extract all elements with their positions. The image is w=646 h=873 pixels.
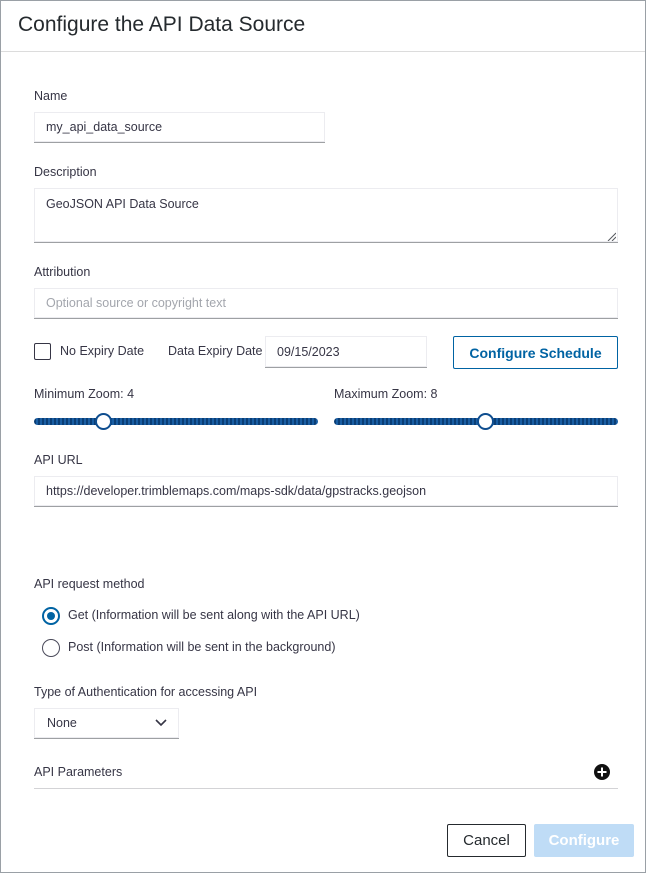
api-parameters-label: API Parameters <box>34 765 123 779</box>
attribution-input[interactable] <box>34 288 618 319</box>
chevron-down-icon <box>155 719 167 727</box>
authentication-type-label: Type of Authentication for accessing API <box>34 685 258 699</box>
radio-post-label[interactable]: Post (Information will be sent in the background) <box>68 640 336 654</box>
plus-circle-icon[interactable] <box>594 764 610 780</box>
configure-schedule-button[interactable]: Configure Schedule <box>453 336 618 369</box>
cancel-button[interactable]: Cancel <box>447 824 526 857</box>
dialog-header <box>1 1 645 52</box>
data-expiry-date-label: Data Expiry Date <box>168 344 263 358</box>
api-url-input[interactable] <box>34 476 618 507</box>
api-url-label: API URL <box>34 453 83 467</box>
description-label: Description <box>34 165 97 179</box>
authentication-type-value: None <box>47 716 77 730</box>
authentication-type-select[interactable] <box>34 708 179 739</box>
minimum-zoom-slider-track[interactable] <box>34 418 318 425</box>
name-label: Name <box>34 89 68 103</box>
data-expiry-date-input[interactable] <box>265 336 427 368</box>
minimum-zoom-label: Minimum Zoom: 4 <box>34 387 135 401</box>
attribution-label: Attribution <box>34 265 91 279</box>
resize-grip-icon[interactable] <box>607 232 616 241</box>
configure-button[interactable]: Configure <box>534 824 634 857</box>
maximum-zoom-label: Maximum Zoom: 8 <box>334 387 438 401</box>
name-input[interactable] <box>34 112 325 143</box>
no-expiry-label: No Expiry Date <box>60 344 145 358</box>
radio-post[interactable] <box>42 639 60 657</box>
api-request-method-label: API request method <box>34 577 145 591</box>
dialog-title: Configure the API Data Source <box>18 13 306 36</box>
minimum-zoom-slider-thumb[interactable] <box>95 413 112 430</box>
description-textarea[interactable] <box>34 188 618 243</box>
maximum-zoom-slider-track[interactable] <box>334 418 618 425</box>
maximum-zoom-slider-thumb[interactable] <box>477 413 494 430</box>
parameters-divider <box>34 788 618 789</box>
radio-get-label[interactable]: Get (Information will be sent along with the API URL) <box>68 608 360 622</box>
radio-get[interactable] <box>42 607 60 625</box>
no-expiry-checkbox[interactable] <box>34 343 51 360</box>
